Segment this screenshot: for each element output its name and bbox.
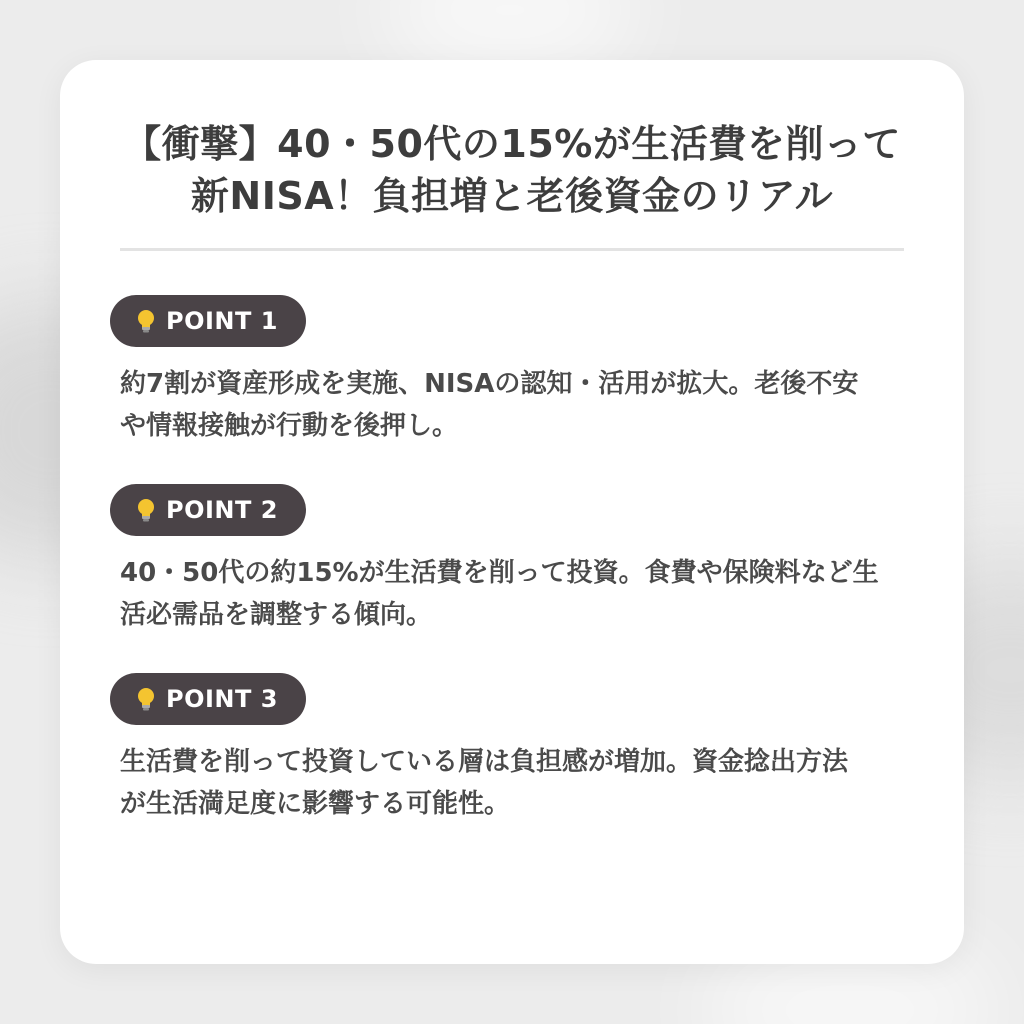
content-card — [60, 60, 964, 964]
point-text-2 — [120, 552, 920, 636]
point-3-line-2: が生活満足度に影響する可能性。 — [120, 789, 511, 819]
page-title — [100, 118, 924, 222]
title-line-2: 新NISA！負担増と老後資金のリアル — [190, 174, 834, 218]
point-label-3: POINT 3 — [166, 685, 278, 713]
point-2-line-2: 活必需品を調整する傾向。 — [120, 600, 433, 630]
point-3-line-1: 生活費を削って投資している層は負担感が増加。資金捻出方法 — [120, 747, 849, 777]
lightbulb-icon — [134, 686, 158, 712]
point-badge-1 — [110, 295, 306, 347]
point-section-1 — [110, 295, 920, 447]
lightbulb-icon — [134, 308, 158, 334]
title-divider — [120, 248, 904, 251]
point-section-3 — [110, 673, 920, 825]
point-badge-3 — [110, 673, 306, 725]
point-2-line-1: 40・50代の約15%が生活費を削って投資。食費や保険料など生 — [120, 558, 879, 588]
point-text-3 — [120, 741, 920, 825]
point-1-line-1: 約7割が資産形成を実施、NISAの認知・活用が拡大。老後不安 — [120, 369, 859, 399]
title-line-1: 【衝撃】40・50代の15%が生活費を削って — [123, 122, 901, 166]
point-1-line-2: や情報接触が行動を後押し。 — [120, 411, 459, 441]
point-badge-2 — [110, 484, 306, 536]
point-label-2: POINT 2 — [166, 496, 278, 524]
point-label-1: POINT 1 — [166, 307, 278, 335]
point-section-2 — [110, 484, 920, 636]
lightbulb-icon — [134, 497, 158, 523]
point-text-1 — [120, 363, 920, 447]
